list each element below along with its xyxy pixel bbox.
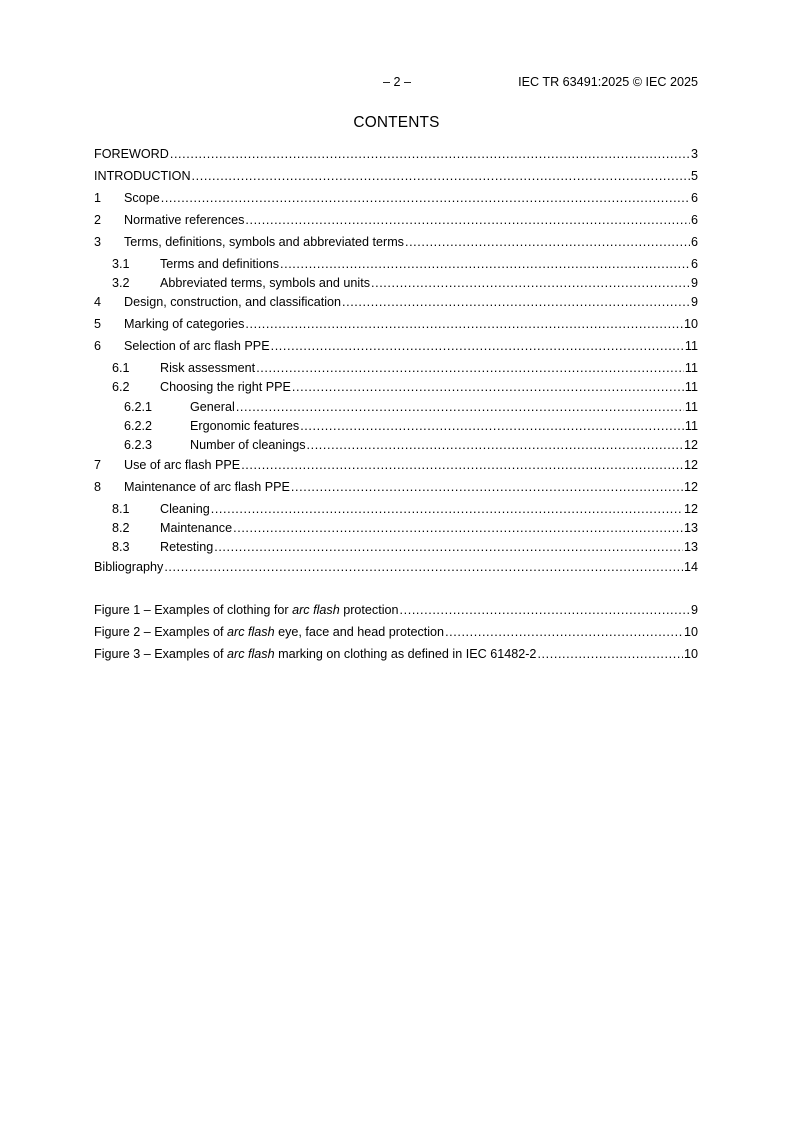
figure-title-suffix: marking on clothing as defined in IEC 61482-2	[274, 647, 537, 661]
toc-entry-page: 6	[690, 191, 698, 205]
toc-dot-leader	[236, 398, 684, 416]
toc-entry-number: 4	[94, 295, 102, 309]
toc-entry-title: Normative references	[124, 213, 245, 227]
toc-dot-leader	[371, 274, 690, 292]
toc-dot-leader	[161, 189, 690, 207]
toc-dot-leader	[280, 255, 690, 273]
toc-entry-introduction[interactable]	[94, 167, 698, 185]
toc-dot-leader	[405, 233, 690, 251]
figure-title-prefix: Figure 3 – Examples of	[94, 647, 227, 661]
figure-entry-2[interactable]	[94, 623, 698, 641]
toc-dot-leader	[256, 359, 684, 377]
toc-entry-title: Abbreviated terms, symbols and units	[160, 276, 370, 290]
toc-entry-number: 6.1	[112, 361, 130, 375]
toc-entry-title: Maintenance of arc flash PPE	[124, 480, 290, 494]
toc-dot-leader	[164, 558, 683, 576]
toc-entry-page: 14	[683, 560, 698, 574]
toc-entry-title: Scope	[124, 191, 160, 205]
toc-entry-scope[interactable]	[94, 189, 698, 207]
toc-entry-page: 12	[683, 438, 698, 452]
toc-entry-title: INTRODUCTION	[94, 169, 191, 183]
page-number: – 2 –	[382, 75, 412, 89]
toc-dot-leader	[292, 378, 684, 396]
figure-title-prefix: Figure 1 – Examples of clothing for	[94, 603, 293, 617]
toc-entry-number: 7	[94, 458, 102, 472]
toc-entry-3-1[interactable]	[112, 255, 698, 273]
toc-entry-page: 11	[684, 380, 698, 394]
toc-entry-marking-categories[interactable]	[94, 315, 698, 333]
toc-entry-8-2[interactable]	[112, 519, 698, 537]
toc-entry-page: 6	[690, 257, 698, 271]
contents-title: CONTENTS	[353, 114, 440, 131]
toc-entry-title: Choosing the right PPE	[160, 380, 291, 394]
toc-entry-number: 8	[94, 480, 102, 494]
toc-entry-6-1[interactable]	[112, 359, 698, 377]
toc-entry-page: 6	[690, 213, 698, 227]
toc-entry-6-2-2[interactable]	[124, 417, 698, 435]
toc-entry-title: Retesting	[160, 540, 214, 554]
toc-entry-use-ppe[interactable]	[94, 456, 698, 474]
toc-dot-leader	[192, 167, 690, 185]
toc-entry-page: 5	[690, 169, 698, 183]
toc-entry-number: 3.1	[112, 257, 130, 271]
toc-entry-page: 11	[684, 400, 698, 414]
toc-dot-leader	[245, 315, 683, 333]
toc-entry-title: General	[190, 400, 235, 414]
toc-entry-6-2-1[interactable]	[124, 398, 698, 416]
toc-entry-number: 6.2.3	[124, 438, 153, 452]
toc-entry-number: 6.2.1	[124, 400, 153, 414]
toc-entry-page: 13	[683, 521, 698, 535]
toc-dot-leader	[307, 436, 683, 454]
toc-entry-number: 8.3	[112, 540, 130, 554]
figure-title-suffix: protection	[339, 603, 399, 617]
figure-entry-title	[94, 601, 400, 619]
toc-entry-number: 3	[94, 235, 102, 249]
toc-entry-title: Design, construction, and classification	[124, 295, 342, 309]
toc-entry-design-construction[interactable]	[94, 293, 698, 311]
toc-entry-foreword[interactable]	[94, 145, 698, 163]
toc-entry-title: Terms, definitions, symbols and abbreviated terms	[124, 235, 404, 249]
toc-dot-leader	[241, 456, 683, 474]
figure-entry-1[interactable]	[94, 601, 698, 619]
toc-entry-bibliography[interactable]	[94, 558, 698, 576]
toc-entry-page: 11	[684, 361, 698, 375]
toc-entry-maintenance-ppe[interactable]	[94, 478, 698, 496]
toc-entry-title: Use of arc flash PPE	[124, 458, 241, 472]
toc-dot-leader	[211, 500, 683, 518]
toc-entry-8-1[interactable]	[112, 500, 698, 518]
toc-entry-page: 3	[690, 147, 698, 161]
toc-dot-leader	[170, 145, 690, 163]
toc-entry-title: Ergonomic features	[190, 419, 300, 433]
figure-entry-page: 9	[690, 603, 698, 617]
toc-entry-title: FOREWORD	[94, 147, 169, 161]
toc-entry-page: 6	[690, 235, 698, 249]
toc-entry-3-2[interactable]	[112, 274, 698, 292]
toc-entry-number: 3.2	[112, 276, 130, 290]
toc-entry-page: 12	[683, 480, 698, 494]
toc-entry-title: Selection of arc flash PPE	[124, 339, 270, 353]
figure-title-prefix: Figure 2 – Examples of	[94, 625, 227, 639]
toc-entry-number: 6.2	[112, 380, 130, 394]
toc-entry-page: 12	[683, 458, 698, 472]
toc-entry-number: 5	[94, 317, 102, 331]
toc-dot-leader	[271, 337, 684, 355]
document-reference: IEC TR 63491:2025 © IEC 2025	[518, 75, 698, 89]
toc-entry-page: 9	[690, 295, 698, 309]
toc-entry-6-2[interactable]	[112, 378, 698, 396]
toc-dot-leader	[400, 601, 690, 619]
toc-entry-number: 6.2.2	[124, 419, 153, 433]
figure-entry-page: 10	[683, 647, 698, 661]
toc-dot-leader	[300, 417, 684, 435]
toc-entry-page: 9	[690, 276, 698, 290]
toc-entry-page: 10	[683, 317, 698, 331]
toc-entry-page: 13	[683, 540, 698, 554]
toc-entry-page: 12	[683, 502, 698, 516]
toc-entry-title: Marking of categories	[124, 317, 245, 331]
toc-entry-normative-references[interactable]	[94, 211, 698, 229]
toc-entry-title: Number of cleanings	[190, 438, 306, 452]
figure-entry-page: 10	[683, 625, 698, 639]
figure-entry-3[interactable]	[94, 645, 698, 663]
toc-dot-leader	[233, 519, 683, 537]
toc-entry-page: 11	[684, 339, 698, 353]
toc-entry-title: Cleaning	[160, 502, 210, 516]
toc-dot-leader	[537, 645, 683, 663]
toc-dot-leader	[291, 478, 683, 496]
toc-entry-title: Maintenance	[160, 521, 233, 535]
toc-entry-page: 11	[684, 419, 698, 433]
toc-entry-8-3[interactable]	[112, 538, 698, 556]
toc-entry-number: 1	[94, 191, 102, 205]
toc-dot-leader	[214, 538, 683, 556]
toc-dot-leader	[342, 293, 690, 311]
toc-entry-selection-ppe[interactable]	[94, 337, 698, 355]
toc-entry-number: 2	[94, 213, 102, 227]
toc-entry-title: Bibliography	[94, 560, 164, 574]
toc-entry-title: Terms and definitions	[160, 257, 280, 271]
toc-dot-leader	[245, 211, 690, 229]
figure-entry-title	[94, 645, 537, 663]
page-header	[94, 75, 698, 93]
figure-title-italic: arc flash	[227, 625, 275, 639]
figure-title-suffix: eye, face and head protection	[274, 625, 445, 639]
toc-entry-terms-definitions[interactable]	[94, 233, 698, 251]
toc-entry-number: 8.1	[112, 502, 130, 516]
toc-dot-leader	[445, 623, 683, 641]
toc-entry-title: Risk assessment	[160, 361, 256, 375]
toc-entry-6-2-3[interactable]	[124, 436, 698, 454]
figure-title-italic: arc flash	[292, 603, 340, 617]
toc-entry-number: 6	[94, 339, 102, 353]
figure-entry-title	[94, 623, 445, 641]
figure-title-italic: arc flash	[227, 647, 275, 661]
toc-entry-number: 8.2	[112, 521, 130, 535]
